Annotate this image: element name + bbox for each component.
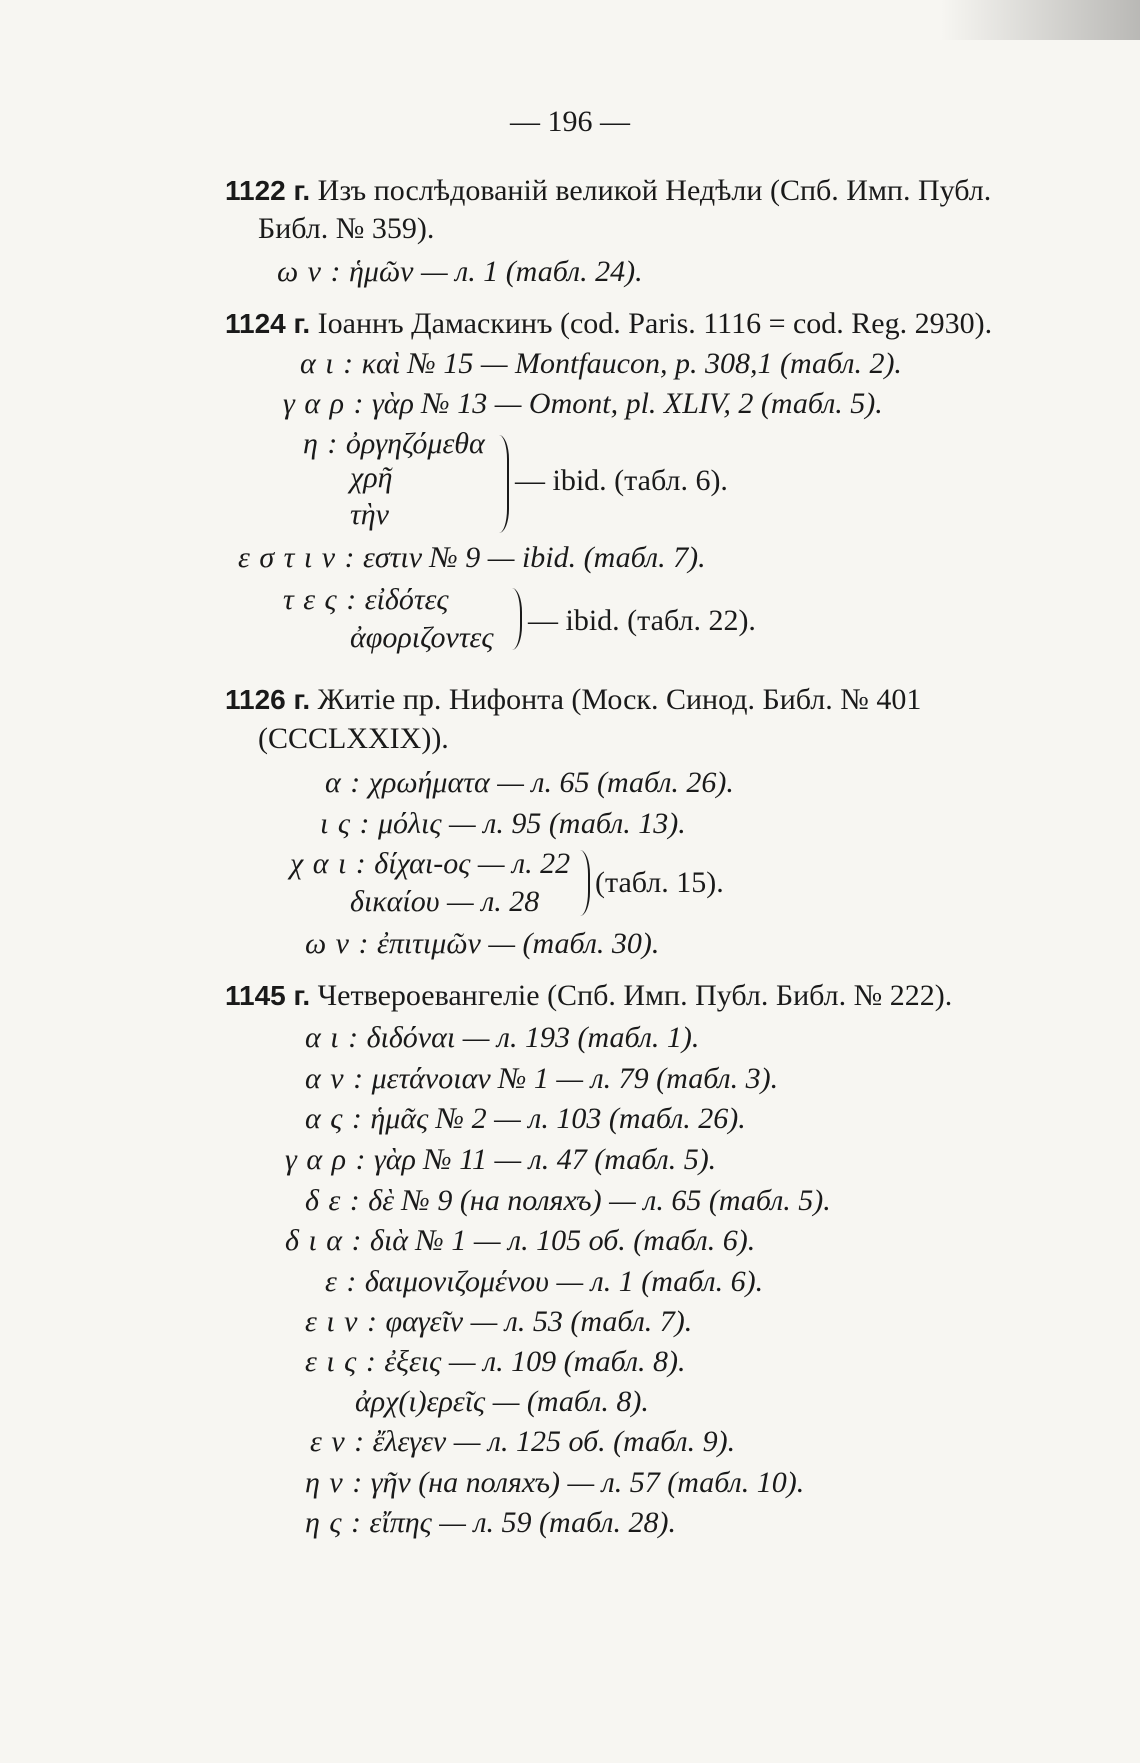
form-row bbox=[305, 1061, 778, 1097]
form-text: φαγεῖν — л. 53 (табл. 7). bbox=[385, 1305, 693, 1338]
form-text: δαιμονιζομένου — л. 1 (табл. 6). bbox=[364, 1265, 764, 1298]
form-text: τὴν bbox=[350, 498, 389, 531]
form-row bbox=[350, 620, 494, 656]
brace-group-text: — ibid. (табл. 6). bbox=[515, 464, 728, 497]
form-text: ἔλεγεν — л. 125 об. (табл. 9). bbox=[372, 1425, 736, 1458]
form-text: ἀφοριζοντες bbox=[350, 621, 494, 654]
form-row bbox=[305, 1505, 676, 1541]
ending-label: ε ν : bbox=[310, 1425, 366, 1458]
ending-label: α ι : bbox=[305, 1021, 360, 1054]
form-row bbox=[285, 1142, 716, 1178]
ending-label: γ α ρ : bbox=[285, 1143, 367, 1176]
form-text: γῆν (на поляхъ) — л. 57 (табл. 10). bbox=[370, 1466, 805, 1499]
form-text: ἡμᾶς № 2 — л. 103 (табл. 26). bbox=[370, 1102, 746, 1135]
ending-label: χ α ι : bbox=[290, 847, 367, 880]
ending-label: ω ν : bbox=[277, 255, 342, 288]
entry-heading bbox=[225, 978, 952, 1014]
form-text: δικαίου — л. 28 bbox=[350, 885, 540, 918]
ending-label: α ν : bbox=[305, 1062, 365, 1095]
entry-title-cont: Библ. № 359). bbox=[258, 212, 435, 245]
form-row bbox=[305, 1344, 686, 1380]
form-row bbox=[305, 1304, 692, 1340]
form-row bbox=[305, 1183, 831, 1219]
entry-title: Изъ послѣдованій великой Недѣли (Спб. Имп. Публ. bbox=[317, 174, 992, 207]
ending-label: α : bbox=[325, 766, 362, 799]
form-text: διδόναι — л. 193 (табл. 1). bbox=[366, 1021, 700, 1054]
form-text: ὀργηζόμεθα bbox=[345, 427, 485, 460]
ending-label: η ς : bbox=[305, 1506, 363, 1539]
form-row bbox=[305, 1101, 746, 1137]
form-text: ἐπιτιμῶν — (табл. 30). bbox=[377, 927, 660, 960]
form-row bbox=[305, 1465, 804, 1501]
ending-label: δ ι α : bbox=[285, 1224, 363, 1257]
form-row bbox=[305, 926, 659, 962]
entry-year: 1126 г. bbox=[225, 684, 311, 715]
form-text: χρῆ bbox=[350, 461, 393, 494]
entry-year: 1122 г. bbox=[225, 175, 311, 206]
form-row bbox=[325, 1264, 763, 1300]
ending-label: η ν : bbox=[305, 1466, 364, 1499]
form-row bbox=[310, 1424, 735, 1460]
brace-group-marker bbox=[495, 435, 509, 533]
entry-year: 1124 г. bbox=[225, 308, 311, 339]
ending-label: δ ε : bbox=[305, 1184, 361, 1217]
form-text: γὰρ № 13 — Omont, pl. XLIV, 2 (табл. 5). bbox=[371, 387, 883, 420]
form-row bbox=[350, 884, 539, 920]
ending-label: α ι : bbox=[300, 347, 355, 380]
entry-heading bbox=[225, 682, 921, 718]
ending-label: α ς : bbox=[305, 1102, 363, 1135]
ending-label: ι ς : bbox=[320, 807, 371, 840]
page-number: — 196 — bbox=[510, 105, 630, 138]
form-text: καὶ № 15 — Montfaucon, p. 308,1 (табл. 2). bbox=[361, 347, 902, 380]
entry-heading bbox=[225, 173, 991, 209]
form-text: ἐξεις — л. 109 (табл. 8). bbox=[384, 1345, 686, 1378]
ending-label: ε ι ν : bbox=[305, 1305, 378, 1338]
form-text: μόλις — л. 95 (табл. 13). bbox=[378, 807, 686, 840]
form-row bbox=[350, 460, 392, 496]
form-row bbox=[283, 582, 449, 618]
form-text: δὲ № 9 (на поляхъ) — л. 65 (табл. 5). bbox=[368, 1184, 831, 1217]
form-row bbox=[350, 497, 389, 533]
form-row bbox=[325, 765, 734, 801]
form-text: δίχαι-ος — л. 22 bbox=[374, 847, 571, 880]
entry-heading bbox=[225, 306, 992, 342]
entry-title: Четвероевангеліе (Спб. Имп. Публ. Библ. № 222). bbox=[317, 979, 953, 1012]
form-text: εἴπης — л. 59 (табл. 28). bbox=[369, 1506, 676, 1539]
ending-label: η : bbox=[303, 427, 339, 460]
ending-label: ω ν : bbox=[305, 927, 370, 960]
scan-edge-shadow bbox=[940, 0, 1140, 40]
entry-title: Іоаннъ Дамаскинъ (cod. Paris. 1116 = cod. Reg. 2930). bbox=[317, 307, 993, 340]
ending-label: τ ε ς : bbox=[283, 583, 358, 616]
brace-group-marker bbox=[578, 850, 590, 916]
ending-label: γ α ρ : bbox=[283, 387, 365, 420]
form-row bbox=[300, 346, 902, 382]
form-row bbox=[290, 846, 570, 882]
form-text: ἀρχ(ι)ερεῖς — (табл. 8). bbox=[355, 1385, 649, 1418]
form-text: εστιν № 9 — ibid. (табл. 7). bbox=[363, 541, 706, 574]
entry-year: 1145 г. bbox=[225, 980, 311, 1011]
ending-label: ε ι ς : bbox=[305, 1345, 377, 1378]
form-text: γὰρ № 11 — л. 47 (табл. 5). bbox=[373, 1143, 717, 1176]
form-row bbox=[238, 540, 706, 576]
brace-group-marker bbox=[508, 588, 522, 650]
form-row bbox=[303, 426, 485, 462]
form-text: διὰ № 1 — л. 105 об. (табл. 6). bbox=[370, 1224, 756, 1257]
form-row bbox=[285, 1223, 755, 1259]
brace-group-text: (табл. 15). bbox=[595, 866, 724, 899]
ending-label: ε σ τ ι ν : bbox=[238, 541, 356, 574]
form-text: ἡμῶν — л. 1 (табл. 24). bbox=[349, 255, 643, 288]
form-text: χρωήματα — л. 65 (табл. 26). bbox=[368, 766, 734, 799]
form-row bbox=[277, 254, 643, 290]
form-row bbox=[355, 1384, 649, 1420]
form-row bbox=[320, 806, 686, 842]
ending-label: ε : bbox=[325, 1265, 358, 1298]
form-row bbox=[305, 1020, 699, 1056]
entry-title-cont: (CCCLXXIX)). bbox=[258, 722, 449, 755]
form-text: μετάνοιαν № 1 — л. 79 (табл. 3). bbox=[371, 1062, 779, 1095]
brace-group-text: — ibid. (табл. 22). bbox=[528, 604, 756, 637]
form-row bbox=[283, 386, 883, 422]
form-text: εἰδότες bbox=[364, 583, 449, 616]
entry-title: Житіе пр. Нифонта (Моск. Синод. Библ. № 401 bbox=[317, 683, 922, 716]
